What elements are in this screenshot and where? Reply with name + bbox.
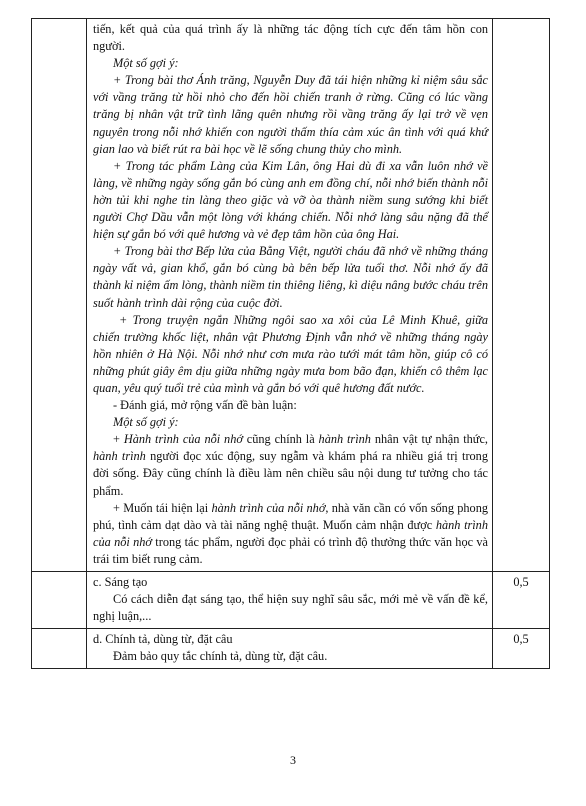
score-cell xyxy=(493,629,550,669)
creativity-body: Có cách diễn đạt sáng tạo, thể hiện suy nghĩ sâu sắc, mới mẻ về vấn đề kể, nghị luận,... xyxy=(93,592,488,624)
table-row xyxy=(32,19,550,572)
text-run: hành trình xyxy=(318,432,371,447)
empty-cell xyxy=(32,629,87,669)
content-cell xyxy=(87,629,493,669)
text-run: + xyxy=(113,432,124,447)
grading-table xyxy=(31,18,550,669)
bep-lua-paragraph: + Trong bài thơ Bếp lửa của Bằng Việt, người cháu đã nhớ về những tháng ngày vất vả, gian khổ, gắn bó cùng bà bên bếp lửa tuổi thơ. Nỗi nhớ ấy đã thành kỉ niệm ấm lòng, thành niềm tin thiêng liêng, kì diệu nâng bước cháu trên suốt hành trình dài rộng của cuộc đời. xyxy=(93,244,488,310)
text-run: cũng chính là xyxy=(242,432,319,447)
suggestion-heading: Một số gợi ý: xyxy=(113,56,179,71)
evaluation-heading: - Đánh giá, mở rộng vấn đề bàn luận: xyxy=(113,398,297,413)
journey-paragraph xyxy=(93,431,488,499)
lang-paragraph: + Trong tác phẩm Làng của Kim Lân, ông Hai dù đi xa vẫn luôn nhớ về làng, về những ngày sống gắn bó cùng anh em đồng chí, nỗi nhớ biến thành nỗi hờn tủi khi nghe tin làng theo giặc và vỡ òa thành niềm sung sướng khi biết người Chợ Dầu vẫn một lòng với kháng chiến. Nỗi nhớ làng sâu nặng đã thể hiện sự gắn bó với quê hương và vẻ đẹp tâm hồn của ông Hai. xyxy=(93,158,488,242)
table-row xyxy=(32,572,550,629)
text-run: hành trình xyxy=(93,449,146,464)
score-cell xyxy=(493,572,550,629)
suggestion-heading-2: Một số gợi ý: xyxy=(113,415,179,430)
creativity-score: 0,5 xyxy=(513,575,529,589)
content-cell xyxy=(87,19,493,572)
creativity-content xyxy=(87,572,492,628)
text-run: + Muốn tái hiện lại xyxy=(113,500,212,515)
text-run: hành trình của nỗi nhớ xyxy=(211,500,326,515)
text-run: hành trình của nỗi nhớ xyxy=(93,517,488,549)
spelling-body: Đảm bảo quy tắc chính tả, dùng từ, đặt câu. xyxy=(113,649,328,664)
empty-cell xyxy=(32,572,87,629)
creativity-heading: c. Sáng tạo xyxy=(93,575,148,589)
text-run: , nhà văn cần có vốn sống phong phú, tình cảm dạt dào và tài năng nghệ thuật. Muốn cảm nhận được xyxy=(93,500,488,532)
ngoi-sao-paragraph: + Trong truyện ngắn Những ngôi sao xa xôi của Lê Minh Khuê, giữa chiến trường khốc liệt, nhân vật Phương Định vẫn nhớ về những tháng ngày hồn nhiên ở Hà Nội. Nỗi nhớ như cơn mưa rào tưới mát tâm hồn, giúp cô có những phút giây êm dịu giữa những ngày mưa bom bão đạn, khiến cô thêm lạc quan, yêu quý tuổi trẻ của mình và gắn bó với quê hương đất nước. xyxy=(93,312,488,395)
recreate-paragraph xyxy=(93,500,488,568)
score-cell xyxy=(493,19,550,572)
empty-cell xyxy=(32,19,87,572)
text-run: người đọc xúc động, suy ngẫm và khám phá ra nhiều giá trị trong đời sống. Đây cũng chính là điều làm nên chiều sâu nội dung tư tưởng cho tác phẩm. xyxy=(93,449,488,498)
page-number: 3 xyxy=(290,753,296,767)
intro-line: tiến, kết quả của quá trình ấy là những tác động tích cực đến tâm hồn con người. xyxy=(93,22,488,54)
spelling-score: 0,5 xyxy=(513,632,529,647)
anh-trang-paragraph: + Trong bài thơ Ánh trăng, Nguyễn Duy đã tái hiện những kỉ niệm sâu sắc với vầng trăng từ hồi nhỏ cho đến hồi chiến tranh ở rừng. Cũng có lúc vầng trăng bị nhân vật trữ tình lãng quên nhưng rồi vầng trăng ấy lại trở về vẹn nguyên trong nỗi nhớ khiến con người thấm thía cảm xúc ân tình với quá khứ gian lao và biết rút ra bài học về lẽ sống chung thủy cho mình. xyxy=(93,73,488,156)
text-run: trong tác phẩm, người đọc phải có trình độ thưởng thức văn học và trái tim biết rung cảm. xyxy=(93,534,488,566)
text-run: Hành trình của nỗi nhớ xyxy=(123,432,243,447)
spelling-heading: d. Chính tả, dùng từ, đặt câu xyxy=(93,632,233,647)
table-row xyxy=(32,629,550,669)
content-cell xyxy=(87,572,493,629)
spelling-content xyxy=(87,629,492,668)
text-run: nhân vật tự nhận thức, xyxy=(370,432,489,447)
main-content xyxy=(87,19,492,571)
